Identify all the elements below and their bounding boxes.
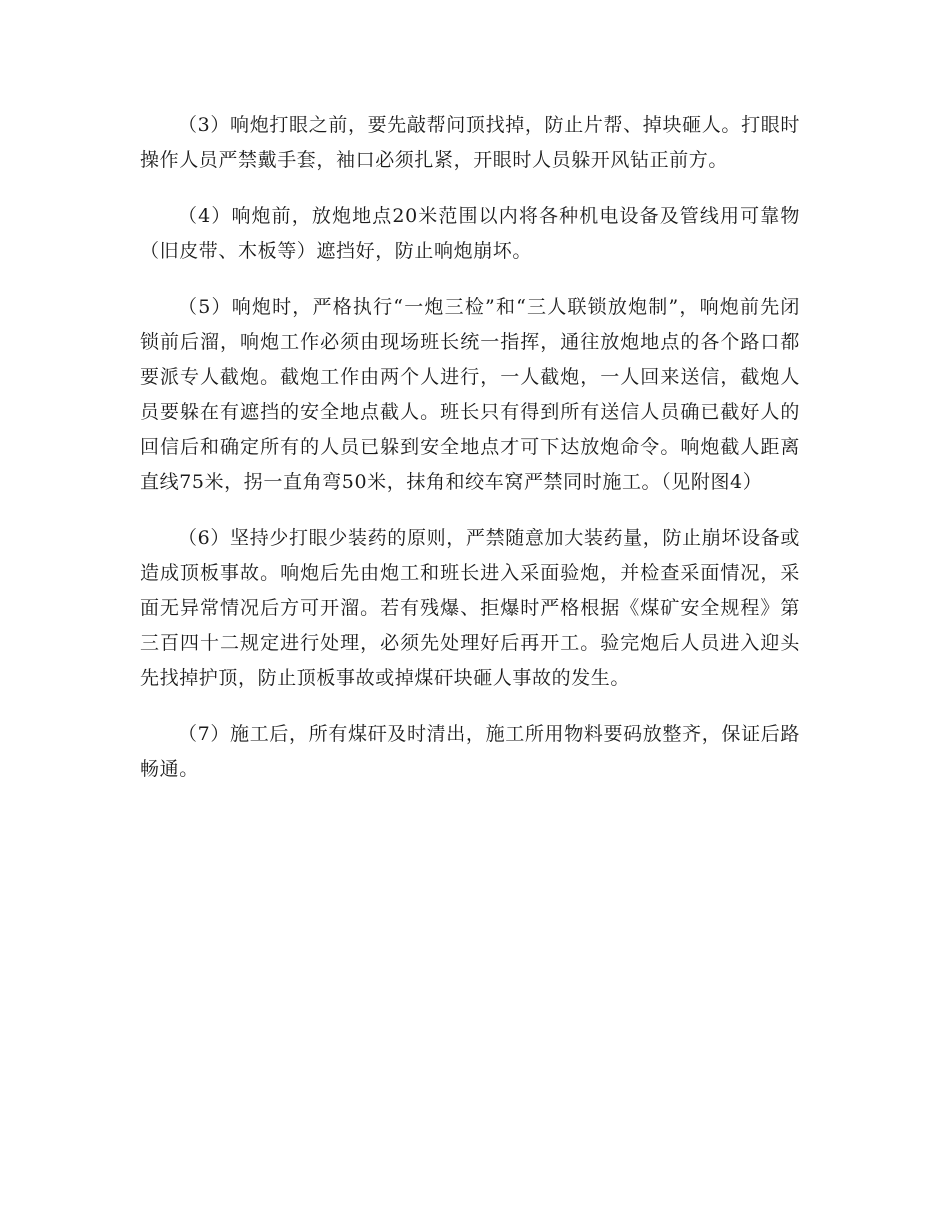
paragraph-item-3: （3）响炮打眼之前，要先敲帮问顶找掉，防止片帮、掉块砸人。打眼时操作人员严禁戴手套，袖口必须扎紧，开眼时人员躲开风钻正前方。 bbox=[140, 114, 800, 171]
paragraph-item-4: （4）响炮前，放炮地点20米范围以内将各种机电设备及管线用可靠物（旧皮带、木板等）遮挡好，防止响炮崩坏。 bbox=[140, 205, 800, 262]
document-body bbox=[140, 108, 800, 808]
paragraph-item-6: （6）坚持少打眼少装药的原则，严禁随意加大装药量，防止崩坏设备或造成顶板事故。响炮后先由炮工和班长进入采面验炮，并检查采面情况，采面无异常情况后方可开溜。若有残爆、拒爆时严格根据《煤矿安全规程》第三百四十二规定进行处理，必须先处理好后再开工。验完炮后人员进入迎头先找掉护顶，防止顶板事故或掉煤矸块砸人事故的发生。 bbox=[140, 527, 800, 689]
paragraph-item-5: （5）响炮时，严格执行“一炮三检”和“三人联锁放炮制”，响炮前先闭锁前后溜，响炮工作必须由现场班长统一指挥，通往放炮地点的各个路口都要派专人截炮。截炮工作由两个人进行，一人截炮，一人回来送信，截炮人员要躲在有遮挡的安全地点截人。班长只有得到所有送信人员确已截好人的回信后和确定所有的人员已躲到安全地点才可下达放炮命令。响炮截人距离直线75米，拐一直角弯50米，抹角和绞车窝严禁同时施工。（见附图4） bbox=[140, 296, 800, 493]
paragraph-item-7: （7）施工后，所有煤矸及时清出，施工所用物料要码放整齐，保证后路畅通。 bbox=[140, 723, 800, 780]
